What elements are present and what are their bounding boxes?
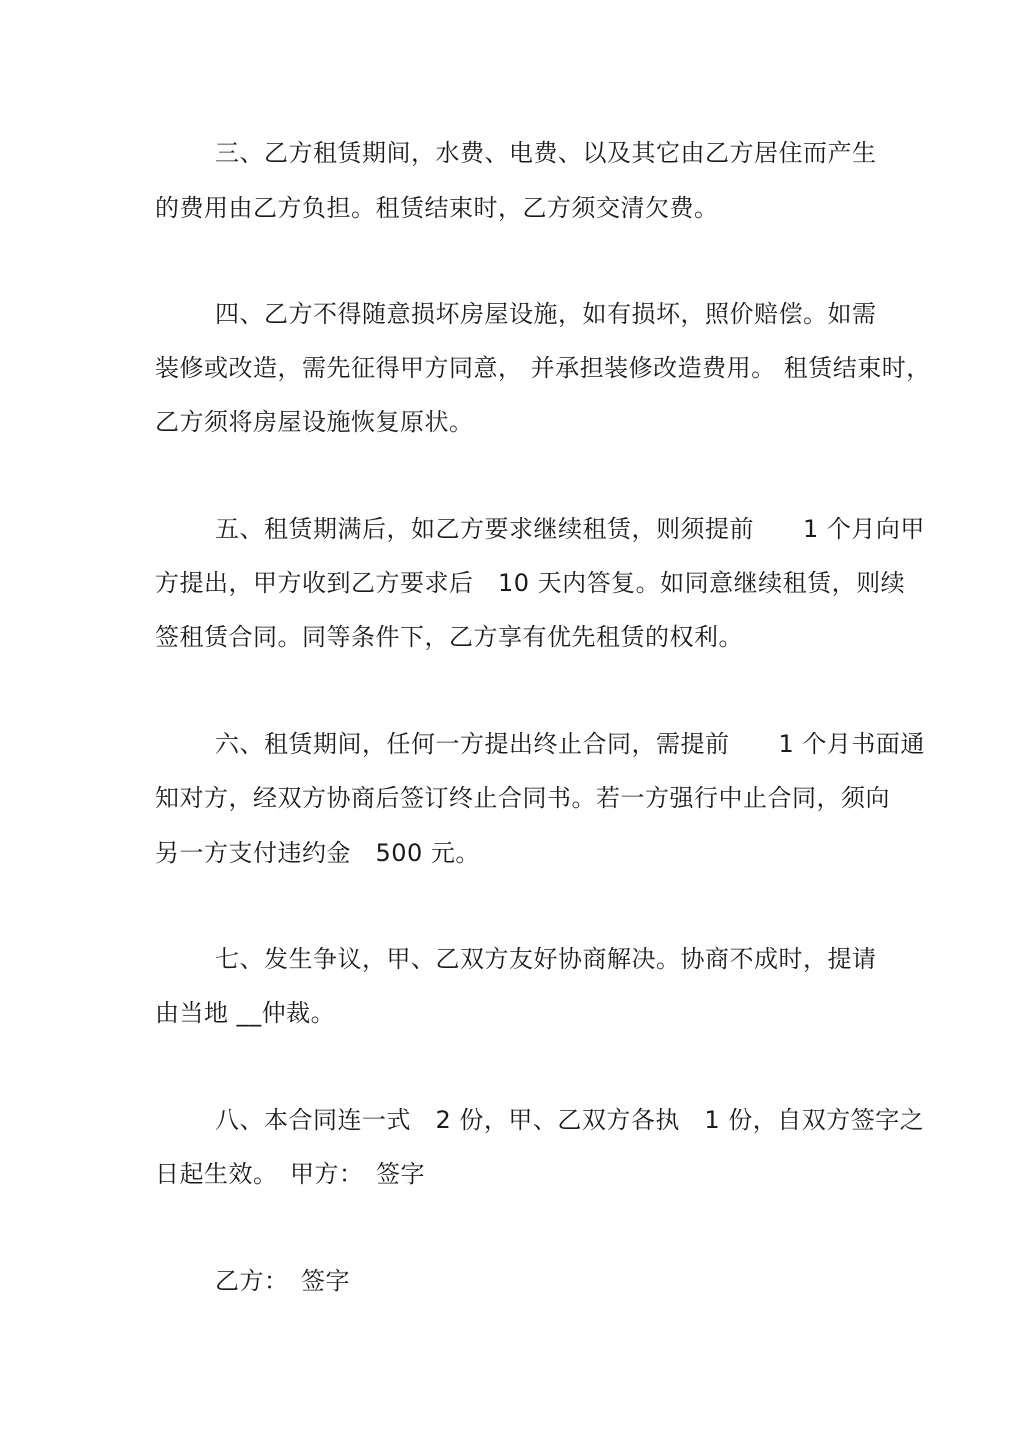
clause-3-line-2: 的费用由乙方负担。租赁结束时，乙方须交清欠费。: [155, 194, 719, 222]
clause-6-line-2: 知对方，经双方协商后签订终止合同书。若一方强行中止合同，须向: [155, 784, 890, 812]
clause-8-line-2: 日起生效。 甲方： 签字: [155, 1160, 425, 1188]
clause-7-line-2: 由当地 __仲裁。: [155, 999, 336, 1027]
clause-8-line-1: 八、本合同连一式 2 份，甲、乙双方各执 1 份，自双方签字之: [215, 1106, 925, 1134]
clause-4-line-3: 乙方须将房屋设施恢复原状。: [155, 408, 474, 436]
clause-4-line-1: 四、乙方不得随意损坏房屋设施，如有损坏，照价赔偿。如需: [215, 300, 877, 328]
clause-5-line-2: 方提出，甲方收到乙方要求后 10 天内答复。如同意继续租赁，则续: [155, 569, 906, 597]
clause-4-line-2: 装修或改造，需先征得甲方同意， 并承担装修改造费用。 租赁结束时，: [155, 354, 931, 382]
clause-5-line-1: 五、租赁期满后，如乙方要求继续租赁，则须提前 1 个月向甲: [215, 515, 925, 543]
clause-5-line-3: 签租赁合同。同等条件下，乙方享有优先租赁的权利。: [155, 623, 743, 651]
clause-6-line-1: 六、租赁期间，任何一方提出终止合同，需提前 1 个月书面通: [215, 730, 925, 758]
clause-6-line-3: 另一方支付违约金 500 元。: [155, 839, 480, 867]
clause-3-line-1: 三、乙方租赁期间，水费、电费、以及其它由乙方居住而产生: [215, 139, 877, 167]
party-b-signature-line: 乙方： 签字: [215, 1267, 350, 1295]
clause-7-line-1: 七、发生争议，甲、乙双方友好协商解决。协商不成时，提请: [215, 945, 877, 973]
